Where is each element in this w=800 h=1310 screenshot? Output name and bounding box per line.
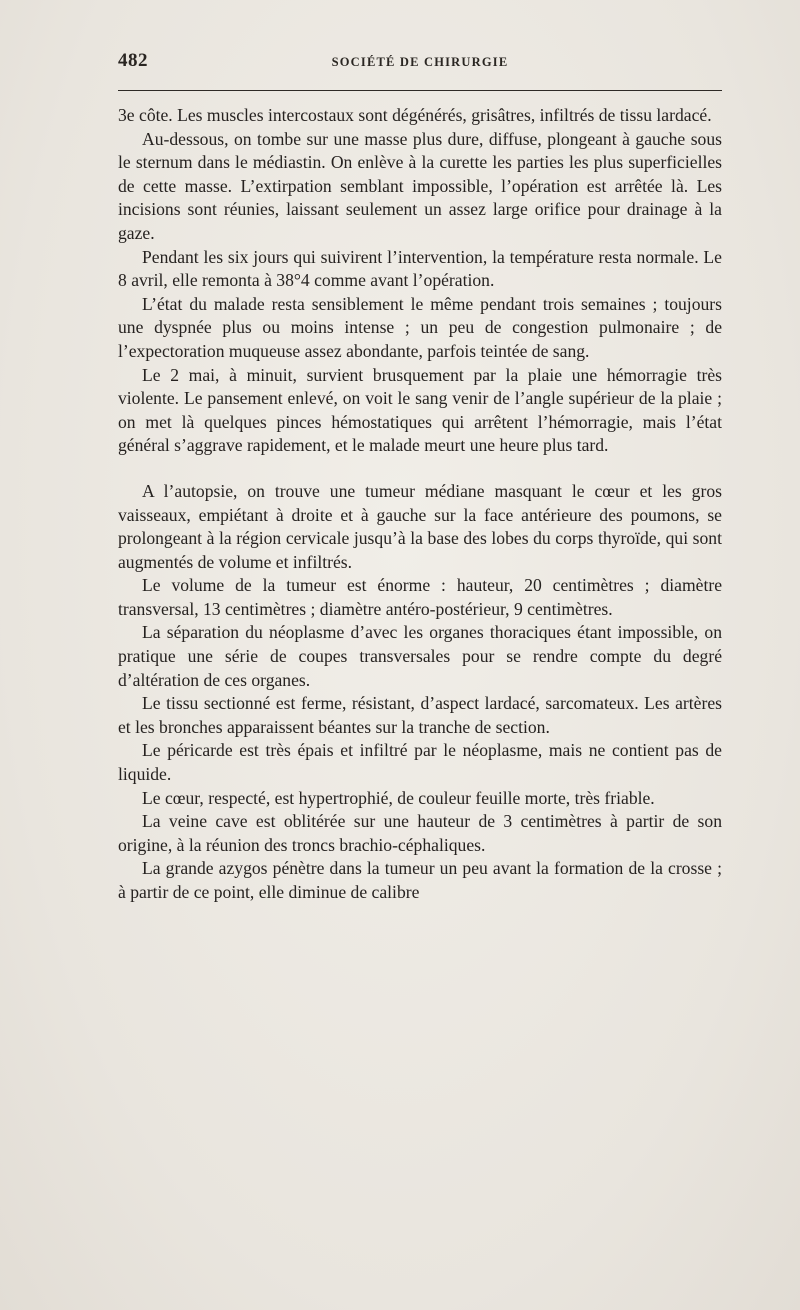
running-head: SOCIÉTÉ DE CHIRURGIE <box>331 55 509 69</box>
body-text <box>118 104 722 905</box>
paragraph: La veine cave est oblitérée sur une hauteur de 3 centimètres à partir de son origine, à la réunion des troncs brachio-céphaliques. <box>118 811 722 855</box>
paragraph: La séparation du néoplasme d’avec les organes thoraciques étant impossible, on pratique une série de coupes transversales pour se rendre compte du degré d’altération de ces organes. <box>118 622 722 690</box>
paragraph: Pendant les six jours qui suivirent l’intervention, la température resta normale. Le 8 avril, elle remonta à 38°4 comme avant l’opération. <box>118 246 722 291</box>
page-number: 482 <box>118 50 148 71</box>
paragraph: L’état du malade resta sensiblement le même pendant trois semaines ; toujours une dyspnée plus ou moins intense ; un peu de congestion pulmonaire ; de l’expectoration muqueuse assez abondante, parfois teintée de sang. <box>118 293 722 361</box>
header-rule <box>118 90 722 91</box>
paragraph: Le volume de la tumeur est énorme : hauteur, 20 centimètres ; diamètre transversal, 13 centimètres ; diamètre antéro-postérieur, 9 centimètres. <box>118 575 722 619</box>
paragraph: Le péricarde est très épais et infiltré par le néoplasme, mais ne contient pas de liquide. <box>118 740 722 785</box>
paragraph: Au-dessous, on tombe sur une masse plus dure, diffuse, plongeant à gauche sous le sternum dans le médiastin. On enlève à la curette les parties les plus superficielles de cette masse. L’extirpation semblant impossible, l’opération est arrêtée là. Les incisions sont réunies, laissant seulement un assez large orifice pour drainage à la gaze. <box>118 128 722 243</box>
paragraph: A l’autopsie, on trouve une tumeur médiane masquant le cœur et les gros vaisseaux, empiétant à droite et à gauche sur la face antérieure des poumons, se prolongeant à la région cervicale jusqu’à la base des lobes du corps thyroïde, qui sont augmentés de volume et infiltrés. <box>118 480 722 572</box>
paragraph: La grande azygos pénètre dans la tumeur un peu avant la formation de la crosse ; à partir de ce point, elle diminue de calibre <box>118 858 722 902</box>
paragraph: Le tissu sectionné est ferme, résistant, d’aspect lardacé, sarcomateux. Les artères et les bronches apparaissent béantes sur la tranche de section. <box>118 693 722 737</box>
paragraph: 3e côte. Les muscles intercostaux sont dégénérés, grisâtres, infiltrés de tissu lardacé. <box>118 105 712 125</box>
page-header <box>118 50 722 76</box>
paragraph: Le 2 mai, à minuit, survient brusquement par la plaie une hémorragie très violente. Le pansement enlevé, on voit le sang venir de l’angle supérieur de la plaie ; on met là quelques pinces hémostatiques qui arrêtent l’hémorragie, mais l’état général s’aggrave rapidement, et le malade meurt une heure plus tard. <box>118 364 722 456</box>
paragraph: Le cœur, respecté, est hypertrophié, de couleur feuille morte, très friable. <box>142 787 655 808</box>
